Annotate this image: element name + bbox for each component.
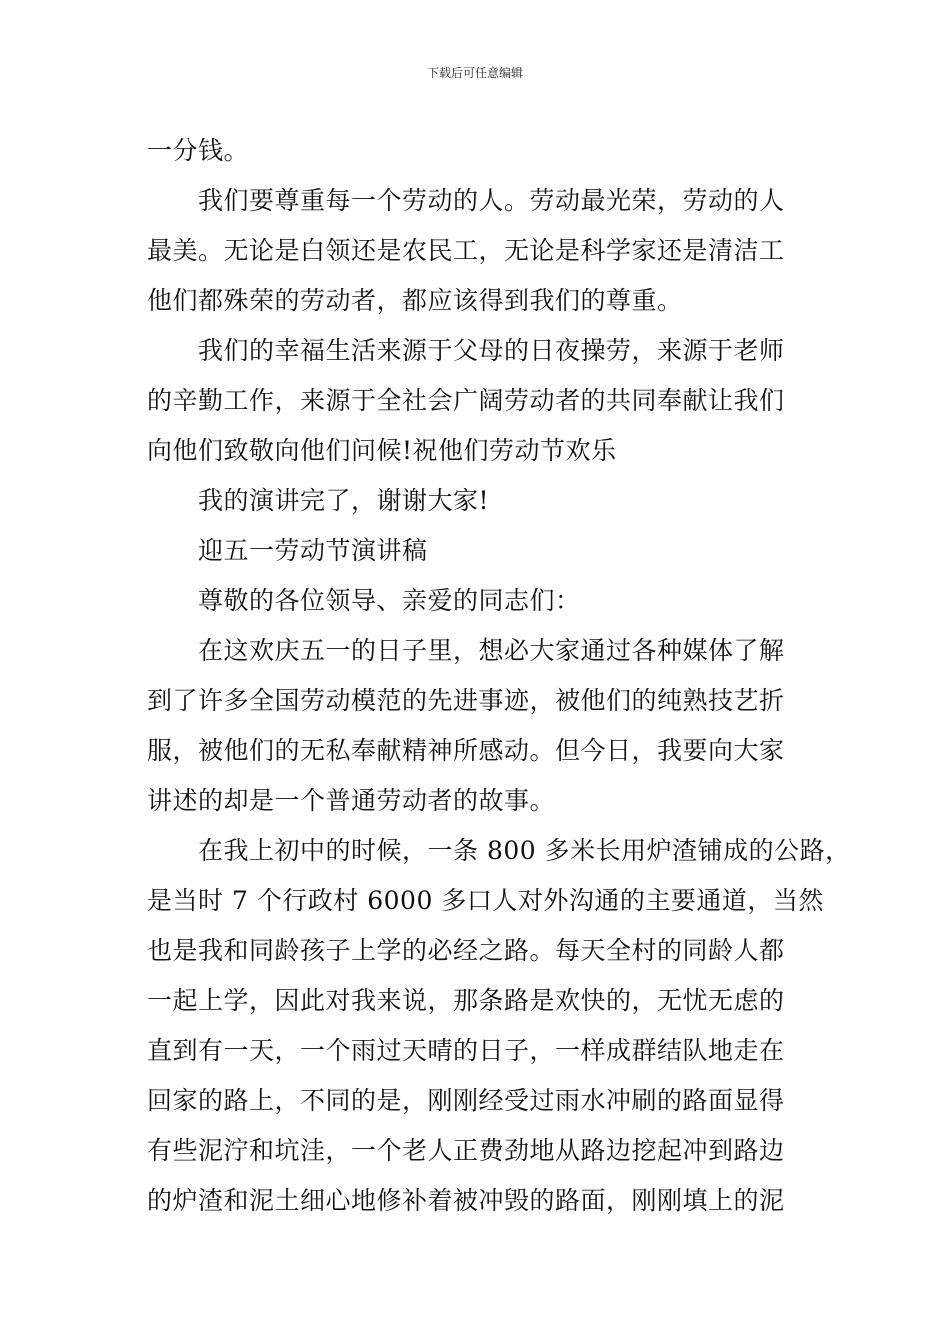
text-line: 也是我和同龄孩子上学的必经之路。每天全村的同龄人都 (147, 936, 785, 965)
text-line: 他们都殊荣的劳动者，都应该得到我们的尊重。 (147, 286, 683, 315)
section-title: 迎五一劳动节演讲稿 (198, 536, 428, 565)
text-line: 在我上初中的时候，一条 800 多米长用炉渣铺成的公路， (198, 836, 851, 865)
text-line: 的炉渣和泥土细心地修补着被冲毁的路面，刚刚填上的泥 (147, 1186, 785, 1215)
text-line: 直到有一天，一个雨过天晴的日子，一样成群结队地走在 (147, 1036, 785, 1065)
text-line: 一起上学，因此对我来说，那条路是欢快的，无忧无虑的 (147, 986, 785, 1015)
text-line: 有些泥泞和坑洼，一个老人正费劲地从路边挖起冲到路边 (147, 1136, 785, 1165)
text-line: 是当时 7 个行政村 6000 多口人对外沟通的主要通道，当然 (147, 886, 824, 915)
text-line: 最美。无论是白领还是农民工，无论是科学家还是清洁工 (147, 236, 785, 265)
text-line: 我们的幸福生活来源于父母的日夜操劳，来源于老师 (198, 336, 785, 365)
text-line: 讲述的却是一个普通劳动者的故事。 (147, 786, 556, 815)
text-line: 向他们致敬向他们问候!祝他们劳动节欢乐 (147, 436, 617, 465)
page-header: 下载后可任意编辑 (426, 66, 523, 80)
text-line: 服，被他们的无私奉献精神所感动。但今日，我要向大家 (147, 736, 785, 765)
text-line: 回家的路上，不同的是，刚刚经受过雨水冲刷的路面显得 (147, 1086, 785, 1115)
salutation: 尊敬的各位领导、亲爱的同志们： (198, 586, 581, 615)
text-line: 的辛勤工作，来源于全社会广阔劳动者的共同奉献让我们 (147, 386, 785, 415)
text-line: 一分钱。 (147, 136, 250, 165)
text-line: 到了许多全国劳动模范的先进事迹，被他们的纯熟技艺折 (147, 686, 785, 715)
document-body (147, 126, 851, 1226)
text-line: 我们要尊重每一个劳动的人。劳动最光荣，劳动的人 (198, 186, 785, 215)
text-line: 在这欢庆五一的日子里，想必大家通过各种媒体了解 (198, 636, 785, 665)
text-line: 我的演讲完了，谢谢大家! (198, 486, 490, 515)
